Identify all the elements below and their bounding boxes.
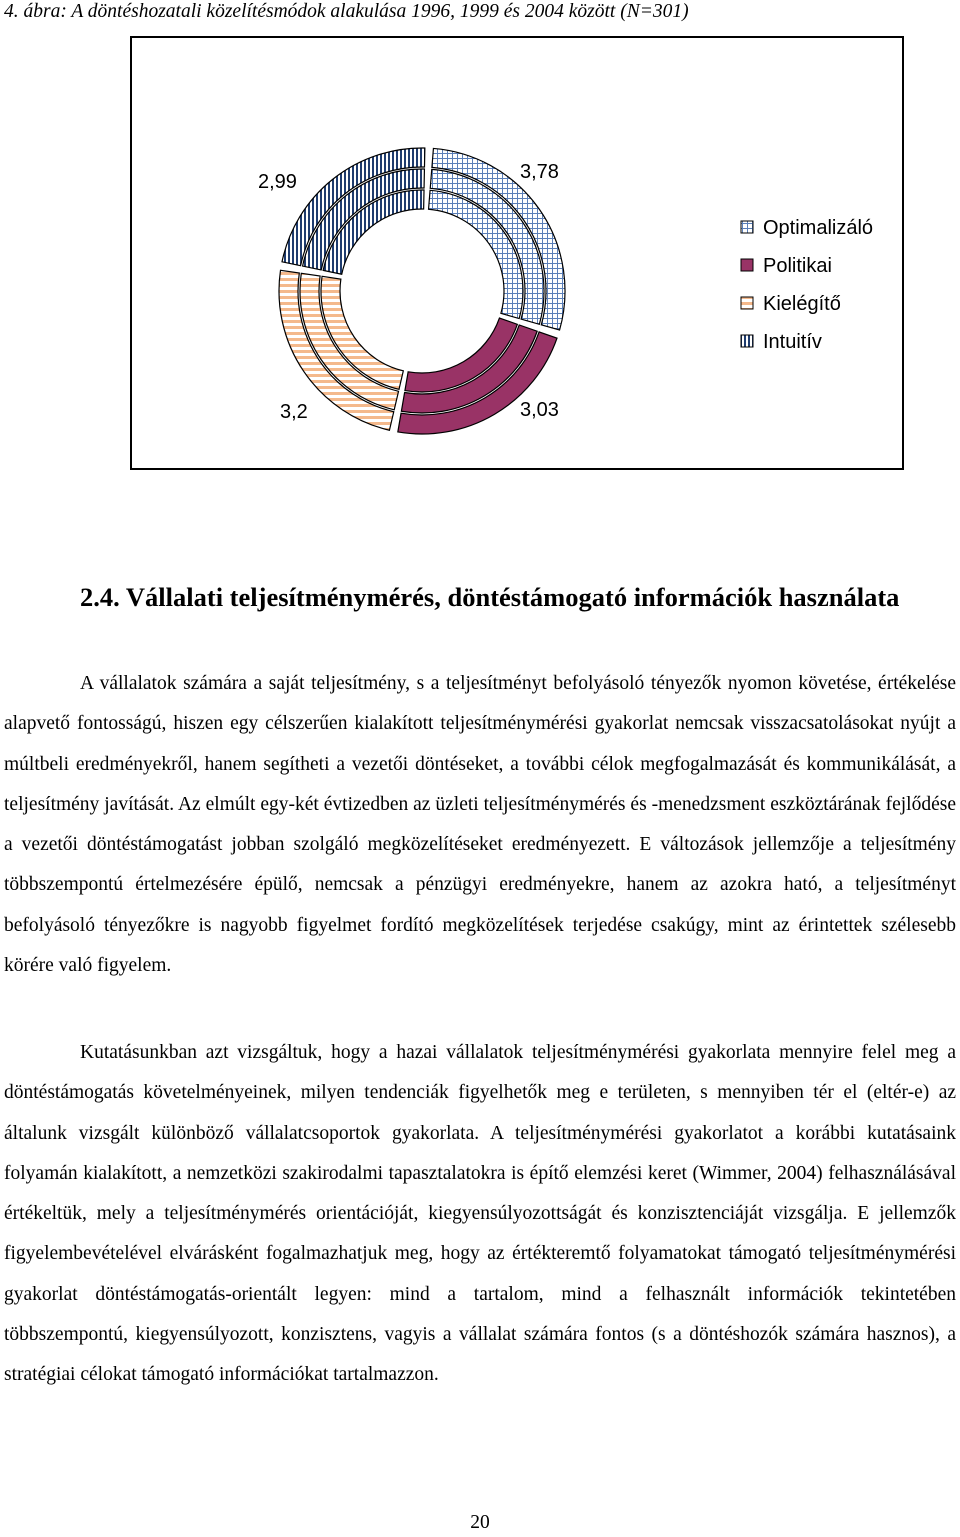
legend-swatch-intuitiv bbox=[741, 335, 753, 347]
legend-swatch-politikai bbox=[741, 259, 753, 271]
legend-swatch-optimalizalo bbox=[741, 221, 753, 233]
paragraph-1: A vállalatok számára a saját teljesítmény, s a teljesítményt befolyásoló tényezők nyomon követése, értékelése alapvető fontosságú, hiszen egy célszerűen kialakított teljesítménymérési gyakorlat nemcsak visszacsatolásokat nyújt a múltbeli eredményekről, hanem segítheti a vezetői döntéseket, a további célok megfogalmazását és kommunikálását, a teljesítmény javítását. Az elmúlt egy-két évtizedben az üzleti teljesítménymérés és -menedzsment eszköztárának fejlődése a vezetői döntéstámogatást jobban szolgáló megközelítéseket eredményezett. E változások jellemzője a teljesítmény többszempontú értelmezésére épülő, nemcsak a pénzügyi eredményekre, hanem az azokra ható, a teljesítményt befolyásoló tényezőkre is nagyobb figyelmet fordító megközelítések terjedése csakúgy, mint az érintettek szélesebb körére való figyelem. bbox=[4, 673, 956, 976]
value-label-intuitiv: 2,99 bbox=[258, 171, 297, 193]
donut-rings bbox=[279, 148, 565, 434]
legend-label-optimalizalo: Optimalizáló bbox=[763, 217, 874, 239]
figure-caption: 4. ábra: A döntéshozatali közelítésmódok alakulása 1996, 1999 és 2004 között (N=301) bbox=[4, 1, 689, 22]
legend bbox=[741, 217, 873, 353]
legend-label-intuitiv: Intuitív bbox=[763, 331, 822, 353]
chart-frame bbox=[130, 36, 904, 470]
page-number: 20 bbox=[470, 1512, 490, 1533]
legend-label-politikai: Politikai bbox=[763, 255, 832, 277]
paragraph-2: Kutatásunkban azt vizsgáltuk, hogy a hazai vállalatok teljesítménymérési gyakorlata mennyire felel meg a döntéstámogatás követelményeinek, milyen tendenciák figyelhetők meg e területen, s mennyiben tér el (eltér-e) az általunk vizsgált különböző vállalatcsoportok gyakorlata. A teljesítménymérési gyakorlatot a korábbi kutatásaink folyamán kialakított, a nemzetközi szakirodalmi tapasztalatokra is építő elemzési keret (Wimmer, 2004) felhasználásával értékeltük, mely a teljesítménymérés orientációját, kiegyensúlyozottságát és konzisztenciáját vizsgálja. E jellemzők figyelembevételével elvárásként fogalmazhatjuk meg, hogy az értékteremtő folyamatokat támogató teljesítménymérési gyakorlat döntéstámogatás-orientált legyen: mind a tartalom, mind a felhasznált információk tekintetében többszempontú, kiegyensúlyozott, konzisztens, vagyis a vállalat számára fontos (s a döntéshozók számára hasznos), a stratégiai célokat támogató információkat tartalmazzon. bbox=[4, 1042, 956, 1385]
value-label-optimalizalo: 3,78 bbox=[520, 161, 559, 183]
donut-chart bbox=[132, 38, 902, 468]
value-label-kielegito: 3,2 bbox=[280, 401, 308, 423]
legend-swatch-kielegito bbox=[741, 297, 753, 309]
section-heading: 2.4. Vállalati teljesítménymérés, döntéstámogató információk használata bbox=[80, 582, 900, 612]
legend-label-kielegito: Kielégítő bbox=[763, 293, 841, 315]
value-label-politikai: 3,03 bbox=[520, 399, 559, 421]
